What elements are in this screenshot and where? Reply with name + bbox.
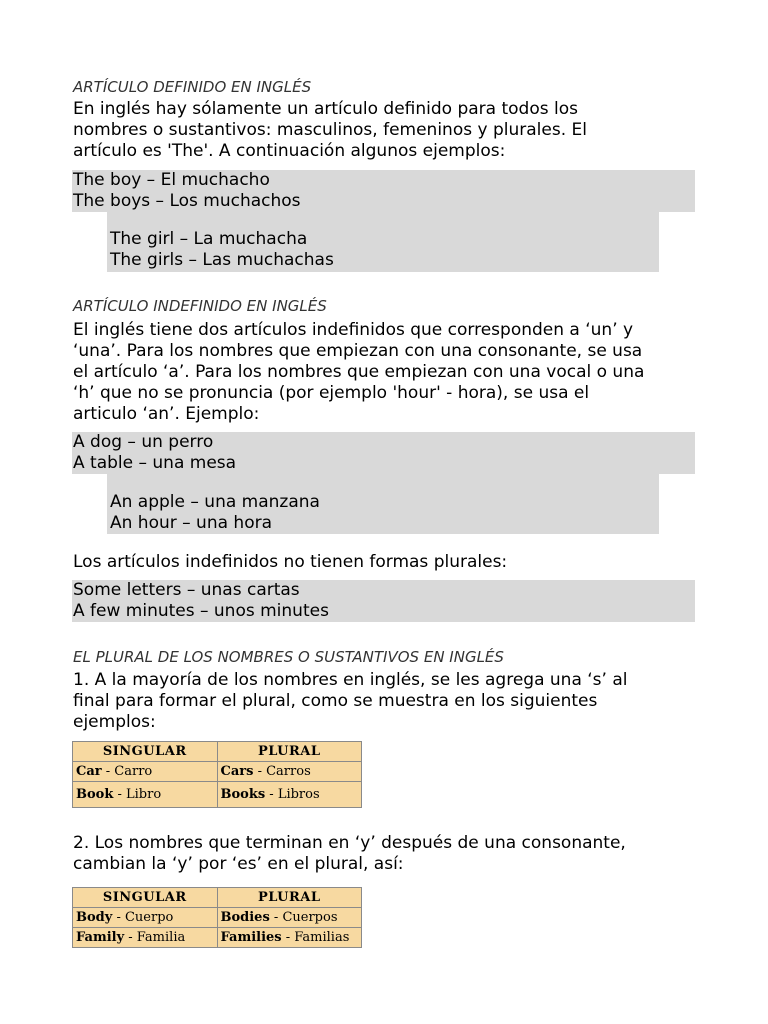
paragraph-line: nombres o sustantivos: masculinos, femeninos y plurales. El bbox=[73, 120, 587, 140]
table-row bbox=[73, 762, 362, 782]
example-line: The boys – Los muchachos bbox=[73, 191, 301, 211]
column-header-singular: SINGULAR bbox=[73, 888, 218, 908]
plural-table-1 bbox=[72, 741, 362, 808]
paragraph-line: 2. Los nombres que terminan en ‘y’ después de una consonante, bbox=[73, 833, 626, 853]
table-cell: Book - Libro bbox=[73, 782, 218, 808]
indefinite-article-paragraph bbox=[73, 320, 644, 425]
example-line: A dog – un perro bbox=[73, 432, 214, 452]
column-header-plural: PLURAL bbox=[217, 888, 362, 908]
section-heading-definite-article: ARTÍCULO DEFINIDO EN INGLÉS bbox=[73, 78, 312, 96]
definite-article-paragraph bbox=[73, 99, 587, 162]
example-line: Some letters – unas cartas bbox=[73, 580, 300, 600]
table-cell: Family - Familia bbox=[73, 928, 218, 948]
paragraph-line: ‘una’. Para los nombres que empiezan con una consonante, se usa bbox=[73, 341, 643, 361]
paragraph-line: En inglés hay sólamente un artículo definido para todos los bbox=[73, 99, 578, 119]
section-heading-plural-nouns: EL PLURAL DE LOS NOMBRES O SUSTANTIVOS EN INGLÉS bbox=[73, 648, 504, 666]
example-line: The boy – El muchacho bbox=[73, 170, 270, 190]
table-cell: Cars - Carros bbox=[217, 762, 362, 782]
paragraph-line: ‘h’ que no se pronuncia (por ejemplo 'hour' - hora), se usa el bbox=[73, 383, 590, 403]
example-box-dog bbox=[72, 432, 695, 474]
example-line: The girls – Las muchachas bbox=[110, 250, 334, 270]
table-cell: Bodies - Cuerpos bbox=[217, 908, 362, 928]
example-box-boy bbox=[72, 170, 695, 212]
table-row bbox=[73, 908, 362, 928]
rule-2-paragraph bbox=[73, 833, 626, 875]
table-cell: Books - Libros bbox=[217, 782, 362, 808]
table-header-row bbox=[73, 742, 362, 762]
paragraph-line: ejemplos: bbox=[73, 712, 156, 732]
example-line: An hour – una hora bbox=[110, 513, 273, 533]
table-cell: Car - Carro bbox=[73, 762, 218, 782]
section-heading-indefinite-article: ARTÍCULO INDEFINIDO EN INGLÉS bbox=[73, 297, 327, 315]
table-cell: Families - Familias bbox=[217, 928, 362, 948]
example-line: A few minutes – unos minutes bbox=[73, 601, 329, 621]
rule-1-paragraph bbox=[73, 670, 627, 733]
paragraph-line: final para formar el plural, como se muestra en los siguientes bbox=[73, 691, 598, 711]
paragraph-line: artículo es 'The'. A continuación algunos ejemplos: bbox=[73, 141, 506, 161]
example-line: The girl – La muchacha bbox=[110, 229, 308, 249]
paragraph-line: El inglés tiene dos artículos indefinidos que corresponden a ‘un’ y bbox=[73, 320, 634, 340]
example-box-girl bbox=[107, 212, 659, 272]
paragraph-line: 1. A la mayoría de los nombres en inglés, se les agrega una ‘s’ al bbox=[73, 670, 628, 690]
example-line: A table – una mesa bbox=[73, 453, 237, 473]
example-box-apple bbox=[107, 474, 659, 534]
example-line: An apple – una manzana bbox=[110, 492, 320, 512]
paragraph-line: el artículo ‘a’. Para los nombres que empiezan con una vocal o una bbox=[73, 362, 645, 382]
paragraph-line: articulo ‘an’. Ejemplo: bbox=[73, 404, 260, 424]
table-header-row bbox=[73, 888, 362, 908]
table-row bbox=[73, 782, 362, 808]
table-row bbox=[73, 928, 362, 948]
table-cell: Body - Cuerpo bbox=[73, 908, 218, 928]
example-box-plural bbox=[72, 580, 695, 622]
plural-note: Los artículos indefinidos no tienen formas plurales: bbox=[73, 552, 508, 572]
column-header-singular: SINGULAR bbox=[73, 742, 218, 762]
paragraph-line: cambian la ‘y’ por ‘es’ en el plural, así: bbox=[73, 854, 404, 874]
plural-table-2 bbox=[72, 887, 362, 948]
column-header-plural: PLURAL bbox=[217, 742, 362, 762]
